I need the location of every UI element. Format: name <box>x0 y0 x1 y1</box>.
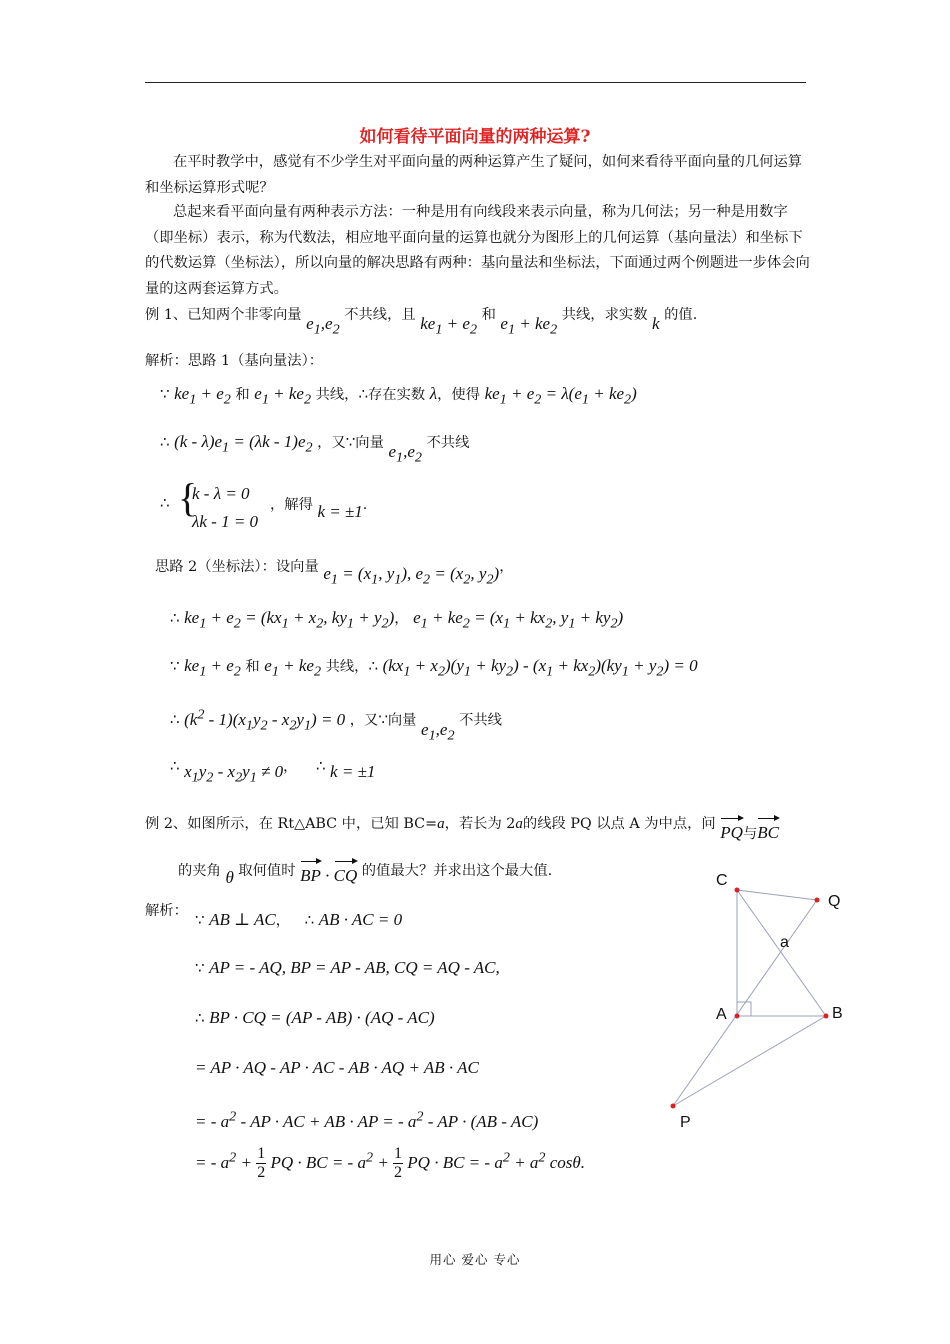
ex2-step5: = - $a^2$ - AP · AC + AB · AP = - $a^2$ - AP · (AB - AC) <box>195 1108 539 1131</box>
segment-PB <box>673 1016 826 1106</box>
method1-step3: ∴ <box>160 494 170 512</box>
intro-paragraph-2: 总起来看平面向量有两种表示方法：一种是用有向线段来表示向量，称为几何法；另一种是用数字（即坐标）表示，称为代数法，相应地平面向量的运算也就分为图形上的几何运算（基向量法）和坐标下的代数运算（坐标法），所以向量的解决思路有两种：基向量法和坐标法，下面通过两个例题进一步体会向量的这两套运算方式。 <box>145 204 810 297</box>
segment-CQ <box>737 890 817 900</box>
figure-lines <box>673 890 826 1106</box>
method2-intro: 思路 2（坐标法）：设向量 $e_1 = (x_1$, $y_1$), $e_2 = (x_2$, $y_2$)， <box>155 559 514 588</box>
ex2-step6: = - $a^2$ + $\frac{1}{2}$ PQ · BC = - $a^2$ + $\frac{1}{2}$ PQ · BC = - $a^2 + a^2$ cosθ. <box>195 1145 585 1181</box>
label-C: C <box>716 872 728 889</box>
ex2-step2: ∵ AP = - AQ, BP = AP - AB, CQ = AQ - AC, <box>195 958 500 977</box>
method1-result: ，解得 k = ±1. <box>270 497 368 521</box>
example1-analysis-label: 解析：思路 1（基向量法）： <box>145 353 324 369</box>
segment-QP <box>673 900 817 1106</box>
label-A: A <box>716 1006 727 1023</box>
segment-CB <box>737 890 826 1016</box>
label-B: B <box>832 1005 843 1022</box>
method2-step4: ∴ $x_1y_2 - x_2y_1 \ne 0$， ∴ k = ±1 <box>170 757 376 786</box>
label-Q: Q <box>828 893 841 910</box>
point-P <box>671 1104 676 1109</box>
example2-analysis-label: 解析： <box>145 903 188 919</box>
point-Q <box>815 898 820 903</box>
intro-paragraph-1: 在平时教学中，感觉有不少学生对平面向量的两种运算产生了疑问，如何来看待平面向量的几何运算和坐标运算形式呢？ <box>145 154 803 196</box>
ex2-step4: = AP · AQ - AP · AC - AB · AQ + AB · AC <box>195 1058 479 1077</box>
example1-statement: 例 1、已知两个非零向量 $e_1,e_2$ 不共线，且 $ke_1 + e_2$ 和 $e_1 + ke_2$ 共线，求实数 k 的值. <box>145 307 698 338</box>
method2-step1: ∴ $ke_1 + e_2 = (kx_1 + x_2$, $ky_1 + y_2$)， $e_1 + ke_2 = (x_1 + kx_2$, $y_1 + ky_2$) <box>170 608 624 632</box>
method1-step1: ∵ $ke_1 + e_2$ 和 $e_1 + ke_2$ 共线，∴存在实数 λ，使得 $ke_1 + e_2 = \lambda(e_1 + ke_2)$ <box>160 384 637 408</box>
system-equation-1: k - λ = 0 <box>192 484 250 503</box>
point-A <box>735 1014 740 1019</box>
system-brace: { <box>178 475 198 520</box>
point-C <box>735 888 740 893</box>
header-rule <box>145 82 806 83</box>
example2-question: 的夹角 θ 取何值时 BP · CQ 的值最大？并求出这个最大值. <box>178 852 552 880</box>
method2-step2: ∵ $ke_1 + e_2$ 和 $e_1 + ke_2$ 共线，∴ $(kx_1 + x_2)(y_1 + ky_2) - (x_1 + kx_2)(ky_1 + y_2) = 0$ <box>170 656 698 680</box>
triangle-figure <box>660 860 860 1140</box>
point-B <box>824 1014 829 1019</box>
example2-statement: 例 2、如图所示，在 Rt△ABC 中，已知 BC=a，若长为 2a的线段 PQ 以点 A 为中点，问 PQ与BC <box>145 816 779 842</box>
page-footer: 用心 爱心 专心 <box>429 1252 521 1267</box>
label-a: a <box>780 934 789 951</box>
method2-step3: ∴ $(k^2 - 1)(x_1y_2 - x_2y_1) = 0$ ，又∵向量 $e_1,e_2$ 不共线 <box>170 706 502 744</box>
label-P: P <box>680 1114 691 1131</box>
method1-step2: ∴ $(k - \lambda)e_1 = (\lambda k - 1)e_2$ ，又∵向量 $e_1,e_2$ 不共线 <box>160 432 470 466</box>
system-equation-2: λk - 1 = 0 <box>192 512 259 531</box>
ex2-step1: ∵ AB ⊥ AC， ∴ AB · AC = 0 <box>195 910 403 929</box>
page-title: 如何看待平面向量的两种运算? <box>359 127 591 147</box>
ex2-step3: ∴ BP · CQ = (AP - AB) · (AQ - AC) <box>195 1008 435 1027</box>
